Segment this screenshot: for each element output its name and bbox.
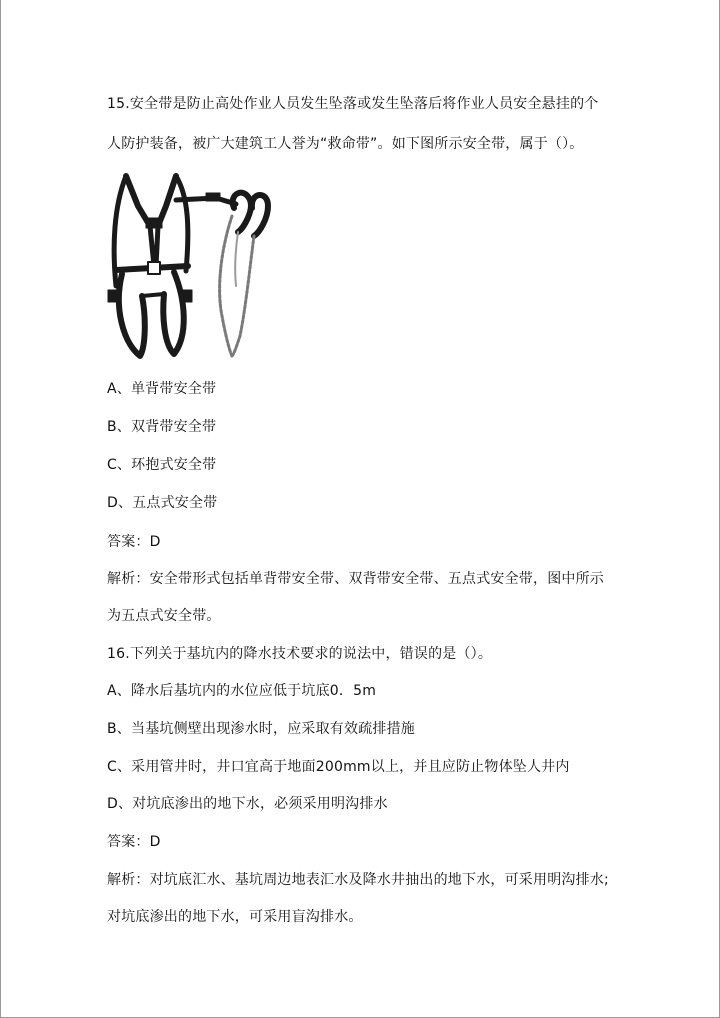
q16-answer: 答案：D — [107, 834, 161, 850]
q15-analysis-line1: 解析：安全带形式包括单背带安全带、双背带安全带、五点式安全带，图中所示 — [107, 571, 604, 587]
safety-harness-figure — [104, 166, 276, 364]
q16-stem: 16.下列关于基坑内的降水技术要求的说法中，错误的是（）。 — [107, 646, 493, 662]
q15-analysis-line2: 为五点式安全带。 — [107, 608, 221, 624]
q16-option-b: B、当基坑侧壁出现渗水时，应采取有效疏排措施 — [107, 721, 416, 737]
q15-option-c: C、环抱式安全带 — [107, 457, 217, 473]
page-border-left — [0, 0, 1, 1018]
q15-stem-line1: 15.安全带是防止高处作业人员发生坠落或发生坠落后将作业人员安全悬挂的个 — [107, 96, 599, 112]
q16-option-a: A、降水后基坑内的水位应低于坑底0．5m — [107, 683, 377, 699]
safety-harness-icon — [104, 166, 276, 364]
q15-option-a: A、单背带安全带 — [107, 381, 217, 397]
q16-option-c: C、采用管井时，井口宜高于地面200mm以上，并且应防止物体坠人井内 — [107, 759, 570, 775]
q15-option-b: B、双背带安全带 — [107, 419, 217, 435]
q15-option-d: D、五点式安全带 — [107, 495, 218, 511]
q15-answer: 答案：D — [107, 534, 161, 550]
q15-stem-line2: 人防护装备，被广大建筑工人誉为“救命带”。如下图所示安全带，属于（）。 — [107, 136, 584, 152]
q16-analysis-line1: 解析：对坑底汇水、基坑周边地表汇水及降水井抽出的地下水，可采用明沟排水; — [107, 872, 609, 888]
q16-option-d: D、对坑底渗出的地下水，必须采用明沟排水 — [107, 796, 388, 812]
q16-analysis-line2: 对坑底渗出的地下水，可采用盲沟排水。 — [107, 909, 363, 925]
